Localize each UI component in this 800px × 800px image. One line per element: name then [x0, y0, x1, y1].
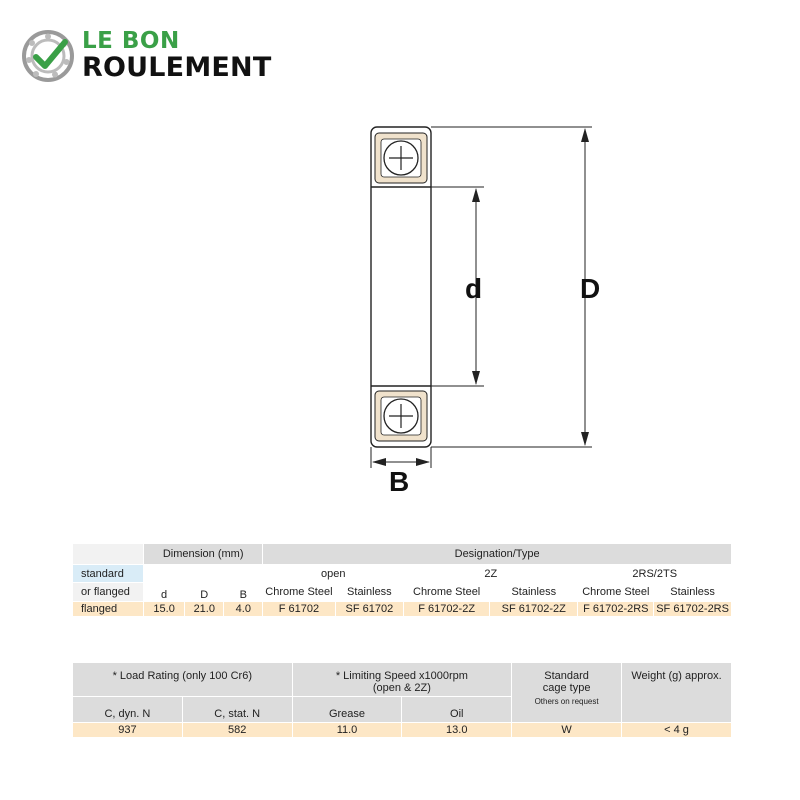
- type-label-or-flanged: or flanged: [73, 583, 144, 602]
- value-B: 4.0: [224, 602, 263, 617]
- table-row: [73, 723, 732, 738]
- group-2rs: 2RS/2TS: [578, 565, 732, 583]
- dimension-header: Dimension (mm): [144, 544, 263, 565]
- type-label-flanged: flanged: [73, 602, 144, 617]
- load-rating-header: * Load Rating (only 100 Cr6): [73, 663, 293, 697]
- limiting-speed-header: * Limiting Speed x1000rpm (open & 2Z): [292, 663, 512, 697]
- value-2rs-chrome: F 61702-2RS: [578, 602, 654, 617]
- material-col: Stainless: [654, 583, 732, 602]
- table-row: [73, 602, 732, 617]
- material-col: Chrome Steel: [404, 583, 490, 602]
- value-2rs-stainless: SF 61702-2RS: [654, 602, 732, 617]
- designation-header: Designation/Type: [263, 544, 732, 565]
- type-label-standard: standard: [73, 565, 144, 583]
- group-open: open: [263, 565, 404, 583]
- material-col: Chrome Steel: [263, 583, 335, 602]
- cage-type-note: Others on request: [534, 697, 599, 706]
- group-2z: 2Z: [404, 565, 578, 583]
- designation-table: [72, 543, 732, 617]
- label-d: d: [465, 273, 483, 304]
- dim-col-D: D: [185, 565, 224, 602]
- grease-header: Grease: [292, 697, 402, 723]
- dimension-B: [372, 458, 430, 466]
- value-2z-chrome: F 61702-2Z: [404, 602, 490, 617]
- value-D: 21.0: [185, 602, 224, 617]
- material-col: Chrome Steel: [578, 583, 654, 602]
- weight-header: Weight (g) approx.: [622, 663, 732, 723]
- dim-col-B: B: [224, 565, 263, 602]
- brand-line2: ROULEMENT: [82, 52, 272, 83]
- value-weight: < 4 g: [622, 723, 732, 738]
- cage-type-title: Standard cage type: [542, 670, 591, 694]
- c-dyn-header: C, dyn. N: [73, 697, 183, 723]
- material-col: Stainless: [335, 583, 404, 602]
- cage-type-header: [512, 663, 622, 723]
- corner-cell: [73, 544, 144, 565]
- value-oil: 13.0: [402, 723, 512, 738]
- label-D: D: [580, 273, 601, 304]
- value-open-chrome: F 61702: [263, 602, 335, 617]
- top-ball-section: [375, 133, 427, 183]
- value-grease: 11.0: [292, 723, 402, 738]
- brand-line1: LE BON: [82, 28, 180, 54]
- label-B: B: [389, 466, 410, 497]
- value-c-stat: 582: [182, 723, 292, 738]
- value-cage: W: [512, 723, 622, 738]
- value-open-stainless: SF 61702: [335, 602, 404, 617]
- value-c-dyn: 937: [73, 723, 183, 738]
- performance-table: [72, 662, 732, 738]
- value-d: 15.0: [144, 602, 185, 617]
- dim-col-d: d: [144, 565, 185, 602]
- value-2z-stainless: SF 61702-2Z: [490, 602, 578, 617]
- bottom-ball-section: [375, 391, 427, 441]
- oil-header: Oil: [402, 697, 512, 723]
- material-col: Stainless: [490, 583, 578, 602]
- c-stat-header: C, stat. N: [182, 697, 292, 723]
